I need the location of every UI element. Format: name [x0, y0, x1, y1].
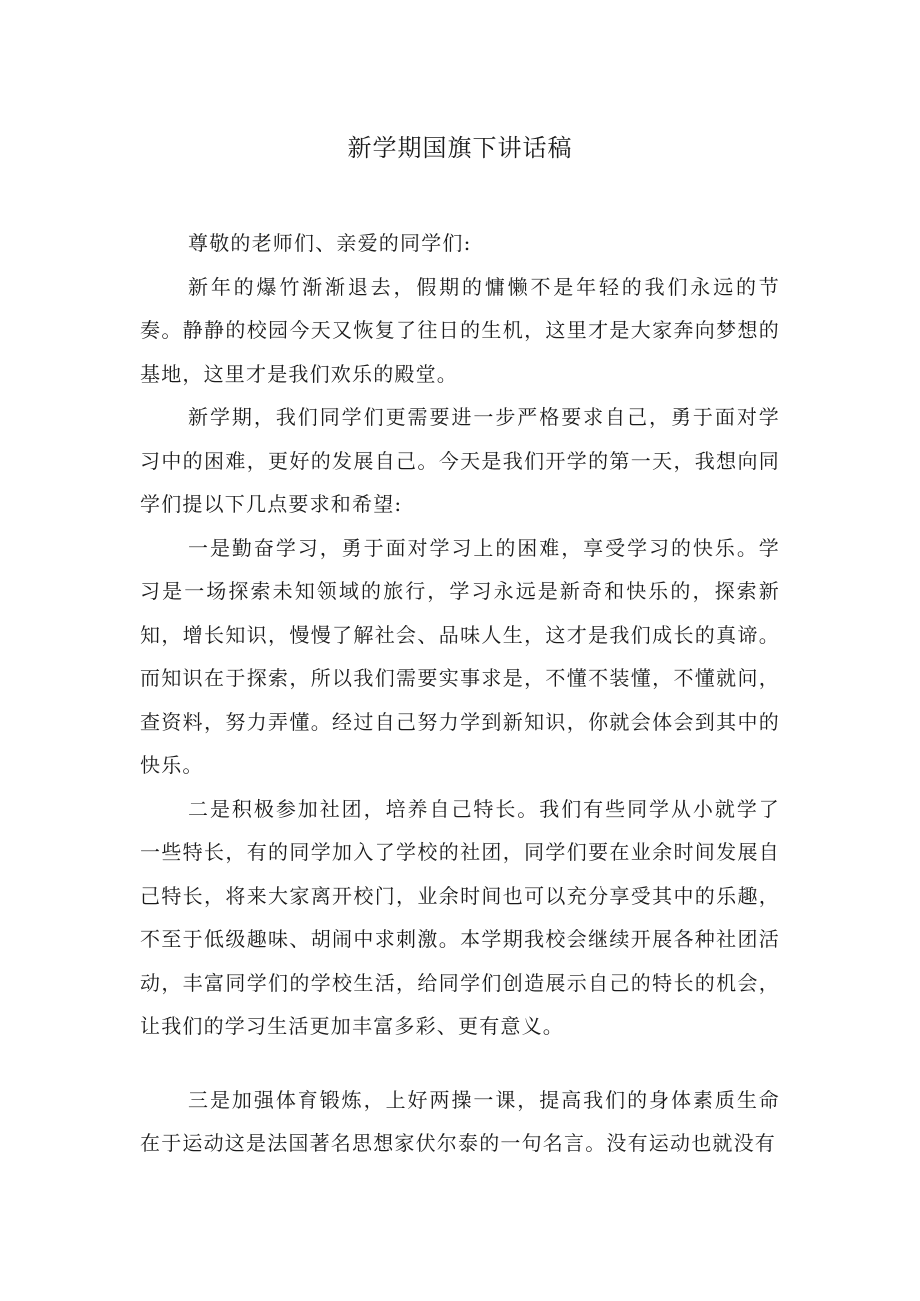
- document-title: 新学期国旗下讲话稿: [347, 134, 573, 162]
- paragraph-1: 新年的爆竹渐渐退去，假期的慵懒不是年轻的我们永远的节奏。静静的校园今天又恢复了往日的生机，这里才是大家奔向梦想的基地，这里才是我们欢乐的殿堂。: [140, 274, 780, 386]
- paragraph-2: 新学期，我们同学们更需要进一步严格要求自己，勇于面对学习中的困难，更好的发展自己。今天是我们开学的第一天，我想向同学们提以下几点要求和希望:: [140, 405, 780, 516]
- paragraph-3: 一是勤奋学习，勇于面对学习上的困难，享受学习的快乐。学习是一场探索未知领域的旅行，学习永远是新奇和快乐的，探索新知，增长知识，慢慢了解社会、品味人生，这才是我们成长的真谛。而知识在于探索，所以我们需要实事求是，不懂不装懂，不懂就问，查资料，努力弄懂。经过自己努力学到新知识，你就会体会到其中的快乐。: [140, 535, 780, 777]
- document-body: [140, 222, 780, 1166]
- paragraph-4: 二是积极参加社团，培养自己特长。我们有些同学从小就学了一些特长，有的同学加入了学校的社团，同学们要在业余时间发展自己特长，将来大家离开校门，业余时间也可以充分享受其中的乐趣，不至于低级趣味、胡闹中求刺激。本学期我校会继续开展各种社团活动，丰富同学们的学校生活，给同学们创造展示自己的特长的机会，让我们的学习生活更加丰富多彩、更有意义。: [140, 796, 780, 1038]
- greeting-paragraph: 尊敬的老师们、亲爱的同学们:: [188, 231, 472, 255]
- paragraph-5: 三是加强体育锻炼，上好两操一课，提高我们的身体素质生命在于运动这是法国著名思想家伏尔泰的一句名言。没有运动也就没有: [140, 1087, 780, 1155]
